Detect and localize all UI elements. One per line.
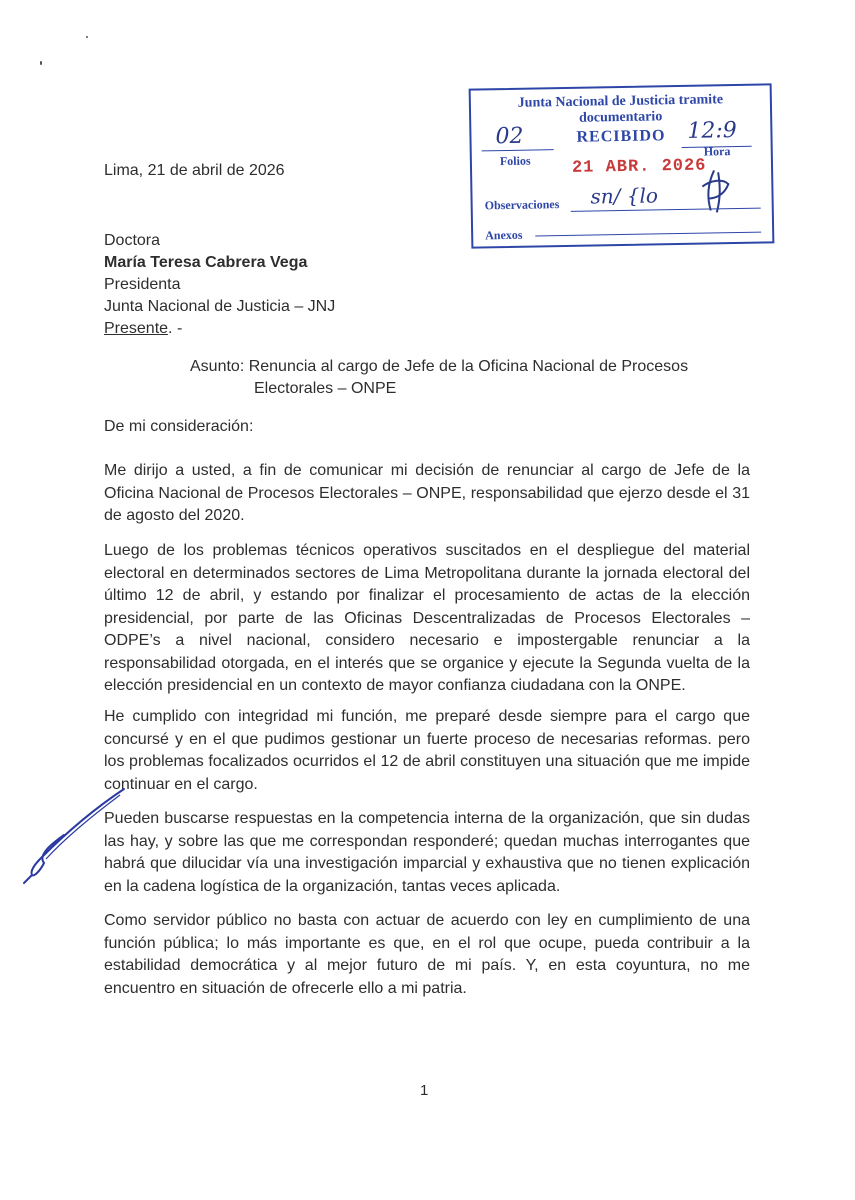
stamp-date: 21 ABR. 2026 bbox=[571, 156, 707, 178]
presente-suffix: . - bbox=[168, 320, 183, 337]
stamp-folios-label: Folios bbox=[499, 153, 531, 169]
scan-speck bbox=[86, 36, 88, 38]
recipient-institution: Junta Nacional de Justicia – JNJ bbox=[104, 298, 336, 315]
subject-line-2: Electorales – ONPE bbox=[254, 380, 397, 397]
recipient-presente bbox=[104, 318, 182, 340]
stamp-header-line2: documentario bbox=[578, 109, 663, 126]
presente-text: Presente bbox=[104, 320, 169, 337]
body-paragraph-4: Pueden buscarse respuestas en la competencia interna de la organización, que sin dudas las hay, y sobre las que me correspondan responderé; quedan muchas interrogantes que habrá que dilucidar vía una investigación imparcial y exhaustiva que no tienen explicación en la cadena logística de la organización, tantas veces aplicada. bbox=[104, 810, 750, 895]
body-paragraph-3: He cumplido con integridad mi función, me preparé desde siempre para el cargo que concursé y en el que pudimos gestionar un fuerte proceso de necesarias reformas. pero los problemas focalizados ocurridos el 12 de abril constituyen una situación que me impide continuar en el cargo. bbox=[104, 708, 750, 793]
reception-stamp bbox=[469, 83, 775, 248]
body-paragraph-1: Me dirijo a usted, a fin de comunicar mi decisión de renunciar al cargo de Jefe de la Oficina Nacional de Procesos Electorales – ONPE, responsabilidad que ejerzo desde el 31 de agosto del 2020. bbox=[104, 462, 750, 524]
stamp-folios-value: 02 bbox=[495, 123, 524, 150]
stamp-observaciones-label: Observaciones bbox=[484, 197, 560, 213]
salutation: De mi consideración: bbox=[104, 418, 254, 435]
body-paragraph-5: Como servidor público no basta con actuar de acuerdo con ley en cumplimiento de una función pública; lo más importante es que, en el rol que ocupe, pueda contribuir a la estabilidad democrática y al mejor futuro de mi país. Y, en esta coyuntura, no me encuentro en situación de ofrecerle ello a mi patria. bbox=[104, 912, 750, 997]
stamp-observaciones-value: sn/ {lo bbox=[590, 183, 659, 209]
margin-signature bbox=[20, 785, 130, 885]
stamp-hora-value: 12:9 bbox=[687, 117, 738, 144]
stamp-folios-rule bbox=[482, 149, 554, 151]
recipient-name: María Teresa Cabrera Vega bbox=[104, 254, 308, 271]
scan-speck bbox=[40, 61, 42, 65]
page-number: 1 bbox=[420, 1082, 429, 1099]
stamp-recibido: RECIBIDO bbox=[576, 127, 666, 146]
letter-date: Lima, 21 de abril de 2026 bbox=[104, 162, 285, 179]
stamp-anexos-rule bbox=[535, 232, 761, 237]
body-paragraph-2: Luego de los problemas técnicos operativos suscitados en el despliegue del material electoral en determinados sectores de Lima Metropolitana durante la jornada electoral del último 12 de abril, y estando por finalizar el procesamiento de actas de la elección presidencial, por parte de las Oficinas Descentralizadas de Procesos Electorales – ODPE’s a nivel nacional, considero necesario e impostergable renunciar a la responsabilidad otorgada, en el interés que se organice y ejecute la Segunda vuelta de la elección presidencial en un contexto de mayor confianza ciudadana con la ONPE. bbox=[104, 542, 750, 694]
subject-line-1: Asunto: Renuncia al cargo de Jefe de la Oficina Nacional de Procesos bbox=[190, 358, 689, 375]
stamp-header-line1: Junta Nacional de Justicia tramite bbox=[517, 92, 724, 111]
recipient-title: Doctora bbox=[104, 232, 161, 249]
recipient-position: Presidenta bbox=[104, 276, 181, 293]
stamp-hora-label: Hora bbox=[703, 144, 731, 159]
stamp-anexos-label: Anexos bbox=[485, 227, 523, 243]
